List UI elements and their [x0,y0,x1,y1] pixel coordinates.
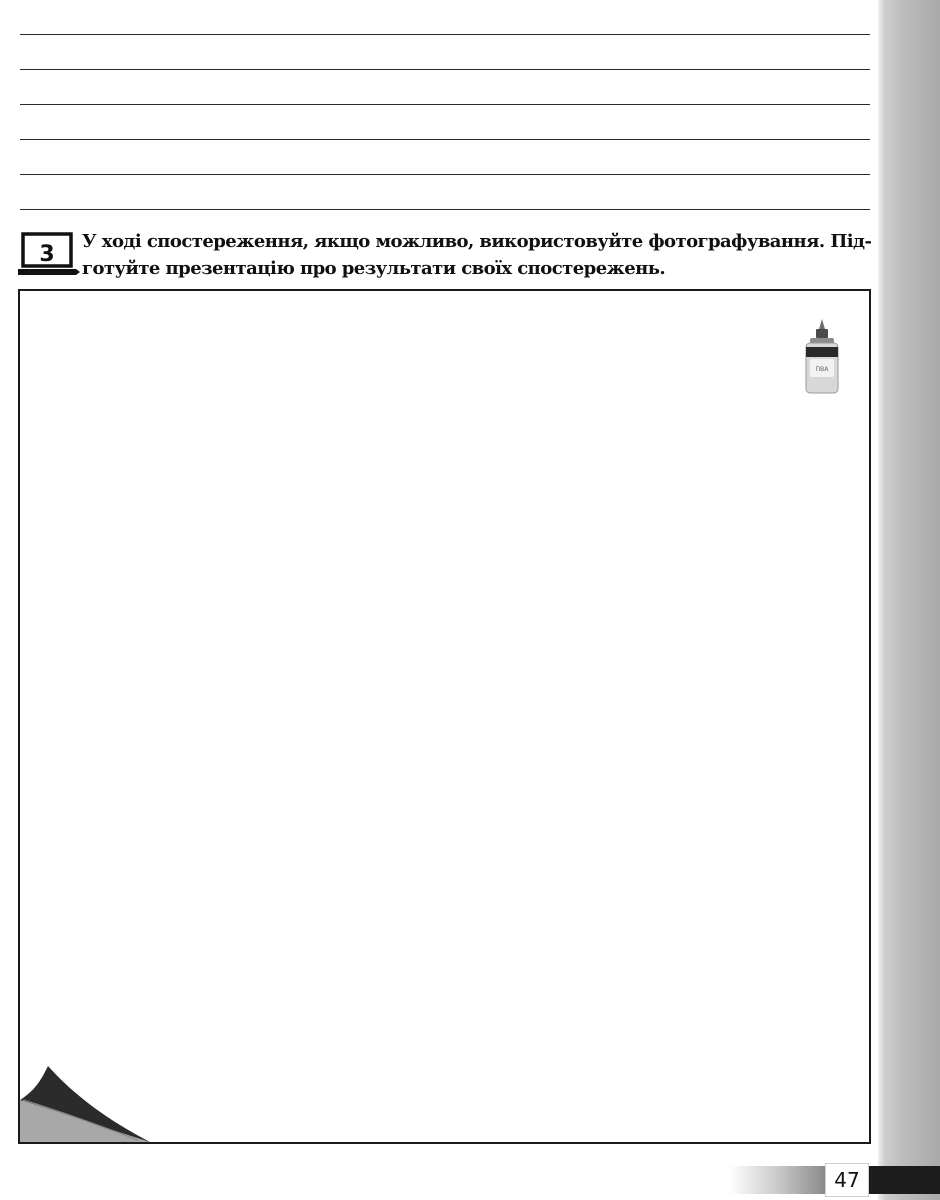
writing-line [20,209,870,210]
page-number: 47 [825,1163,869,1197]
laptop-icon [18,231,80,277]
writing-line [20,174,870,175]
answer-writing-lines [20,0,870,220]
scan-page-edge [878,0,940,1200]
task-number: 3 [39,242,55,267]
writing-line [20,34,870,35]
page-number-bar [869,1166,940,1194]
page-curl-icon [20,1066,160,1142]
answer-frame [18,289,871,1144]
task-instruction: У ході спостереження, якщо можливо, використовуйте фотографування. Під- готуйте презентацію про результати своїх спостережень. [82,231,872,279]
glue-bottle-icon [802,317,842,395]
glue-label: ПВА [815,366,829,373]
writing-line [20,139,870,140]
page-number-footer [730,1163,940,1197]
writing-line [20,104,870,105]
task-3 [18,228,874,284]
page-number-gradient [730,1166,825,1194]
writing-line [20,69,870,70]
